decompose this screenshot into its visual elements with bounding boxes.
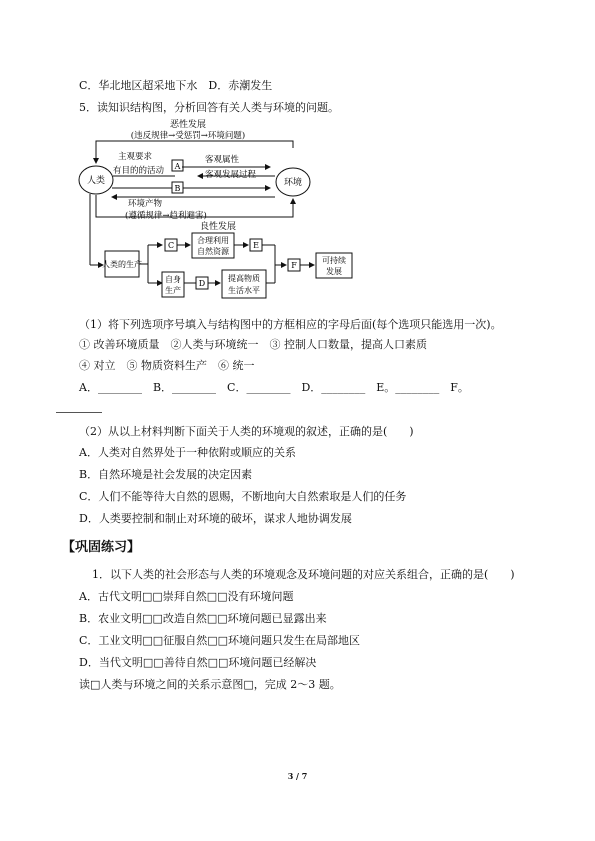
node-human-production-label: 人类的生产 (102, 260, 142, 269)
blank-separator (56, 412, 102, 413)
q5-choice-a: A．人类对自然界处于一种依附或顺应的关系 (79, 446, 296, 459)
node-env-label: 环境 (283, 178, 303, 188)
q1-choice-d: D．当代文明□□善待自然□□环境问题已经解决 (79, 656, 317, 669)
node-improve-living-label: 提高物质生活水平 (228, 274, 260, 295)
box-d-label: D (198, 279, 206, 288)
q1-choice-a: A．古代文明□□崇拜自然□□没有环境问题 (79, 590, 294, 603)
knowledge-structure-diagram (0, 115, 595, 305)
question-5-stem: 5．读知识结构图，分析回答有关人类与环境的问题。 (79, 101, 339, 114)
option-line-cd: C．华北地区超采地下水 D．赤潮发生 (79, 79, 273, 92)
box-f-label: F (291, 261, 297, 270)
label-violation: (违反规律→受惩罚→环境问题) (130, 131, 246, 141)
label-subjective-1: 主观要求 (118, 152, 153, 162)
q5-options-row-1: ① 改善环境质量 ②人类与环境统一 ③ 控制人口数量，提高人口素质 (79, 338, 427, 351)
label-subjective-2: 有目的的活动 (113, 166, 165, 176)
q1-stem: 1．以下人类的社会形态与人类的环境观念及环境问题的对应关系组合，正确的是( ) (92, 568, 515, 581)
q5-sub1-instruction: （1）将下列选项序号填入与结构图中的方框相应的字母后面(每个选项只能选用一次)。 (79, 318, 502, 331)
label-malignant: 恶性发展 (169, 120, 207, 130)
q5-choice-d: D．人类要控制和制止对环境的破坏，谋求人地协调发展 (79, 512, 352, 525)
label-follow: (遵循规律→趋利避害) (125, 211, 207, 221)
section-title: 【巩固练习】 (62, 540, 141, 555)
box-b-label: B (174, 184, 181, 193)
label-objective-2: 客观发展过程 (205, 170, 257, 180)
read-diagram-line: 读□人类与环境之间的关系示意图□，完成 2～3 题。 (79, 678, 341, 691)
node-sustainable-label: 可持续发展 (322, 256, 346, 276)
box-c-label: C (167, 241, 175, 250)
box-e-label: E (253, 241, 259, 250)
q1-choice-b: B．农业文明□□改造自然□□环境问题已显露出来 (79, 612, 327, 625)
q5-options-row-2: ④ 对立 ⑤ 物质资料生产 ⑥ 统一 (79, 359, 255, 372)
node-reasonable-use-label: 合理利用自然资源 (197, 236, 229, 256)
box-a-label: A (174, 162, 181, 171)
label-benign: 良性发展 (200, 222, 237, 232)
q5-sub2-question: （2）从以上材料判断下面关于人类的环境观的叙述，正确的是( ) (79, 425, 414, 438)
node-self-production-label: 自身生产 (165, 275, 181, 295)
node-human-label: 人类 (86, 176, 106, 186)
q5-choice-c: C．人们不能等待大自然的恩赐，不断地向大自然索取是人们的任务 (79, 490, 407, 503)
q5-answer-blanks: A．________ B．________ C．________ D．________ E。________ F。 (79, 381, 469, 394)
q5-choice-b: B．自然环境是社会发展的决定因素 (79, 468, 253, 481)
q1-choice-c: C．工业文明□□征服自然□□环境问题只发生在局部地区 (79, 634, 360, 647)
label-objective-1: 客观属性 (205, 155, 240, 165)
label-env-product: 环境产物 (128, 199, 163, 209)
page-number: 3 / 7 (287, 771, 308, 781)
